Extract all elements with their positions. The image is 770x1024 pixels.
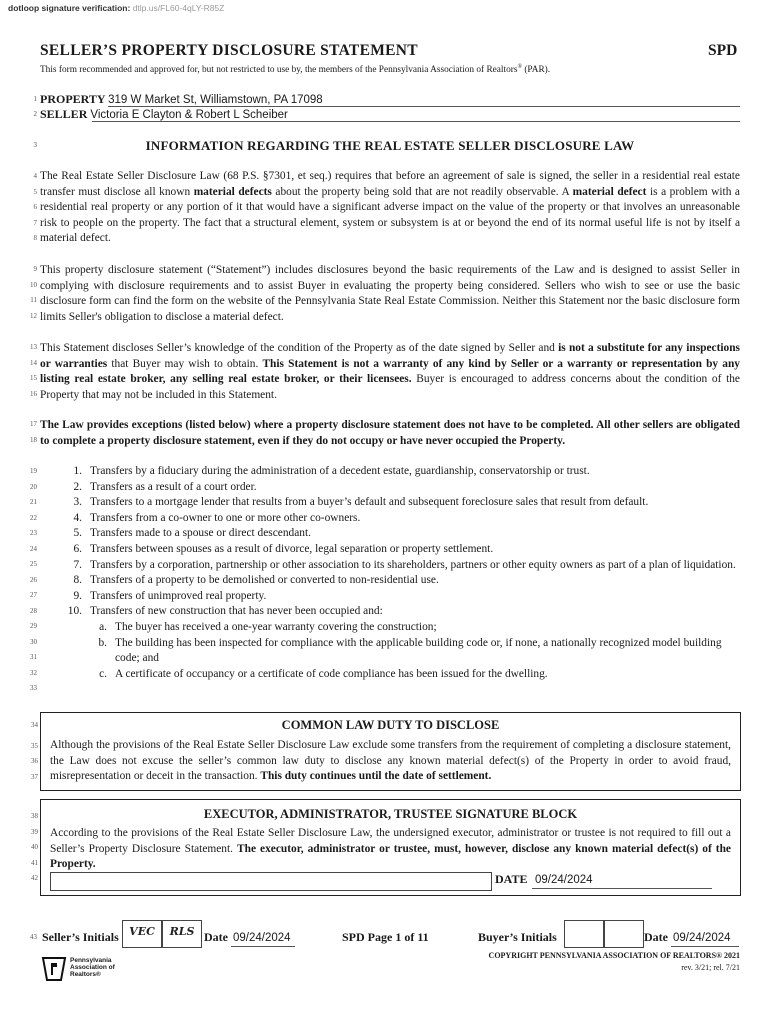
line-number: 3 [33,141,37,149]
exception-text: Transfers by a corporation, partnership or other association to its shareholders, partners or other equity owners as part of a plan of liquidation. [90,558,736,571]
exception-item [57,558,740,574]
sub-exception-letter: b. [98,636,107,649]
line-number: 5 [33,188,37,196]
exception-number: 6. [73,542,82,555]
buyer-date-value[interactable]: 09/24/2024 [673,932,731,944]
paragraph-statement: This property disclosure statement (“Statement”) includes disclosures beyond the basic requirements of the Law and is designed to assist Seller in complying with disclosure requirements and to assist Buyer in evaluating the property being considered. Sellers who wish to see or use the basic disclosure form can find the form on the website of the Pennsylvania State Real Estate Commission. Neither this Statement nor the basic disclosure form limits Seller's obligation to disclose a material defect. [40,264,740,323]
par-logo-line3: Realtors® [70,971,101,978]
exception-item [57,464,740,480]
line-number: 11 [30,296,37,304]
par-logo-text [70,957,115,978]
seller-initial-box-2[interactable] [162,920,202,948]
exception-text: Transfers between spouses as a result of divorce, legal separation or property settlement. [90,542,494,555]
exception-number: 5. [73,527,82,540]
line-number: 6 [33,203,37,211]
p3-text-e: Buyer is encouraged to address concerns about the condition of the Property that may not be included in this Statement. [40,373,740,401]
executor-text [50,826,731,873]
line-number: 26 [30,576,37,584]
sub-exception-letter: c. [99,667,107,680]
executor-date-value[interactable]: 09/24/2024 [535,874,593,886]
common-law-text [50,738,731,785]
exception-item [57,511,740,527]
par-logo-line2: Association of [70,964,115,971]
seller-date-value[interactable]: 09/24/2024 [233,932,291,944]
line-number: 30 [30,638,37,646]
subtitle-tail: (PAR). [522,65,551,76]
exception-number: 3. [73,496,82,509]
executor-body: According to the provisions of the Real Estate Seller Disclosure Law, the undersigned executor, administrator or trustee is not required to fill out a Seller’s Property Disclosure Statement. [50,827,731,855]
line-number: 23 [30,529,37,537]
line-number: 42 [31,874,38,882]
page-indicator: SPD Page 1 of 11 [342,930,429,944]
p3-bold-b: is not a substitute for any inspections or warranties [40,342,740,370]
executor-date-underline [532,888,712,889]
exception-item [57,480,740,496]
property-label: PROPERTY [40,92,106,106]
sub-exception-text: The building has been inspected for compliance with the applicable building code or, if none, a nationally recognized model building code; and [115,636,722,665]
form-title: SELLER’S PROPERTY DISCLOSURE STATEMENT [40,42,418,59]
sub-exception-text: The buyer has received a one-year warranty covering the construction; [115,620,437,633]
seller-initials-label: Seller’s Initials [42,930,119,944]
line-number: 38 [31,812,38,820]
property-field [40,92,323,107]
p3-bold-d: This Statement is not a warranty of any kind by Seller or a warranty or representation by any listing real estate broker, any selling real estate broker, or their licensees. [40,357,740,386]
exception-text: Transfers by a fiduciary during the administration of a decedent estate, guardianship, conservatorship or trust. [90,465,590,477]
line-number: 41 [31,859,38,867]
line-number: 4 [33,172,37,180]
line-number: 25 [30,560,37,568]
line-number: 24 [30,545,37,553]
exception-number: 1. [73,465,82,477]
common-law-body: Although the provisions of the Real Estate Seller Disclosure Law exclude some transfers from the requirement of completing a disclosure statement, the Law does not excuse the seller’s common law duty to disclose any known material defect(s) of the Property in order to avoid fraud, misrepresentation or deceit in the transaction. [50,739,731,783]
paragraph-disclosure-law [40,169,740,247]
seller-date-label: Date [204,930,228,944]
line-number: 14 [30,359,37,367]
common-law-bold: This duty continues until the date of settlement. [260,770,492,783]
exception-text: Transfers of unimproved real property. [90,589,267,602]
exception-text: Transfers of new construction that has never been occupied and: [90,605,383,618]
sub-exception-item [57,667,740,683]
line-number: 18 [30,436,37,444]
dotloop-verification [8,3,224,13]
line-number: 31 [30,653,37,661]
exception-item [57,589,740,605]
exception-number: 2. [73,480,82,493]
line-number: 7 [33,219,37,227]
buyer-initial-box-1[interactable] [564,920,604,948]
line-number: 40 [31,843,38,851]
line-number: 16 [30,390,37,398]
seller-initial-1: VEC [129,925,155,938]
seller-label: SELLER [40,107,88,121]
verification-label: dotloop signature verification: [8,3,131,13]
form-code: SPD [708,42,738,59]
executor-signature-field[interactable] [50,872,492,891]
paragraph-exceptions-intro: The Law provides exceptions (listed below) where a property disclosure statement does not have to be completed. All other sellers are obligated to complete a property disclosure statement, even if they do not occupy or have never occupied the Property. [40,419,740,447]
exception-text: Transfers made to a spouse or direct descendant. [90,527,311,540]
exception-item [57,495,740,511]
exception-number: 9. [73,589,82,602]
sub-exception-letter: a. [99,620,107,633]
form-subtitle [40,64,550,75]
line-number: 2 [33,110,37,118]
line-number: 28 [30,607,37,615]
keystone-icon [41,956,67,982]
p1-text-a: The Real Estate Seller Disclosure Law (68 P.S. §7301, et seq.) requires that before an agreement of sale is signed, the seller in a residential real estate transfer must disclose all known [40,170,740,198]
seller-field [40,107,288,122]
line-number: 19 [30,467,37,475]
p3-text-a: This Statement discloses Seller’s knowledge of the condition of the Property as of the date signed by Seller and [40,342,559,354]
line-number: 22 [30,514,37,522]
line-number: 21 [30,498,37,506]
buyer-initials-label: Buyer’s Initials [478,930,557,944]
line-number: 33 [30,684,37,692]
line-number: 20 [30,483,37,491]
line-number: 12 [30,312,37,320]
p1-material-defect: material defect [572,185,647,198]
paragraph-not-warranty [40,341,740,403]
buyer-date-underline [671,946,739,947]
line-number: 1 [33,95,37,103]
buyer-initial-box-2[interactable] [604,920,644,948]
par-logo-line1: Pennsylvania [70,957,112,964]
exception-number: 10. [67,605,82,618]
line-number: 27 [30,591,37,599]
executor-title: EXECUTOR, ADMINISTRATOR, TRUSTEE SIGNATURE BLOCK [203,807,578,821]
par-logo [41,956,67,987]
line-number: 43 [30,933,37,941]
line-number: 36 [31,757,38,765]
p1-text-e: is a problem with a residential real property or any portion of it that would have a significant adverse impact on the value of the property or that involves an unreasonable risk to people on the property. The fact that a structural element, system or subsystem is at or beyond the end of its normal useful life is not by itself a material defect. [40,185,740,245]
seller-underline [92,121,740,122]
exception-item [57,573,740,589]
executor-bold: The executor, administrator or trustee, must, however, disclose any known material defect(s) of the Property. [50,842,731,871]
sub-exception-item [57,620,740,636]
exception-text: Transfers to a mortgage lender that results from a buyer’s default and subsequent foreclosure sales that result from default. [90,496,649,509]
property-value[interactable]: 319 W Market St, Williamstown, PA 17098 [108,94,323,106]
seller-initial-2: RLS [169,925,195,938]
buyer-date-label: Date [644,930,668,944]
exception-number: 8. [73,574,82,587]
executor-date-label: DATE [495,872,528,886]
line-number: 37 [31,773,38,781]
exception-item [57,526,740,542]
exceptions-list [57,464,740,682]
registered-mark: ® [517,64,522,70]
exception-number: 7. [73,558,82,571]
exception-item [57,542,740,558]
exception-text: Transfers as a result of a court order. [90,480,257,493]
revision-notice: rev. 3/21; rel. 7/21 [681,963,740,972]
p1-text-c: about the property being sold that are not readily observable. A [271,185,573,198]
sub-exception-item [57,636,740,667]
p3-text-c: that Buyer may wish to obtain. [107,357,263,370]
exception-text: Transfers from a co-owner to one or more other co-owners. [90,511,361,524]
line-number: 8 [33,234,37,242]
seller-value[interactable]: Victoria E Clayton & Robert L Scheiber [90,109,288,121]
subtitle-main: This form recommended and approved for, but not restricted to use by, the members of the Pennsylvania Association of Realtors [40,65,518,76]
line-number: 35 [31,742,38,750]
sub-exception-text: A certificate of occupancy or a certificate of code compliance has been issued for the dwelling. [115,667,548,680]
exception-number: 4. [73,511,82,524]
line-number: 15 [30,374,37,382]
section-heading: INFORMATION REGARDING THE REAL ESTATE SELLER DISCLOSURE LAW [145,138,635,153]
exception-item [57,604,740,620]
line-number: 13 [30,343,37,351]
line-number: 17 [30,420,37,428]
copyright-notice: COPYRIGHT PENNSYLVANIA ASSOCIATION OF REALTORS® 2021 [488,951,740,960]
line-number: 29 [30,622,37,630]
line-number: 39 [31,828,38,836]
common-law-box [40,712,741,791]
line-number: 34 [31,721,38,729]
seller-date-underline [231,946,295,947]
verification-link[interactable]: dtlp.us/FL60-4qLY-R85Z [132,3,225,13]
line-number: 10 [30,281,37,289]
common-law-title: COMMON LAW DUTY TO DISCLOSE [281,718,500,732]
line-number: 32 [30,669,37,677]
p1-material-defects: material defects [193,185,272,198]
line-number: 9 [33,265,37,273]
seller-initial-box-1[interactable] [122,920,162,948]
exception-text: Transfers of a property to be demolished or converted to non-residential use. [90,574,439,587]
